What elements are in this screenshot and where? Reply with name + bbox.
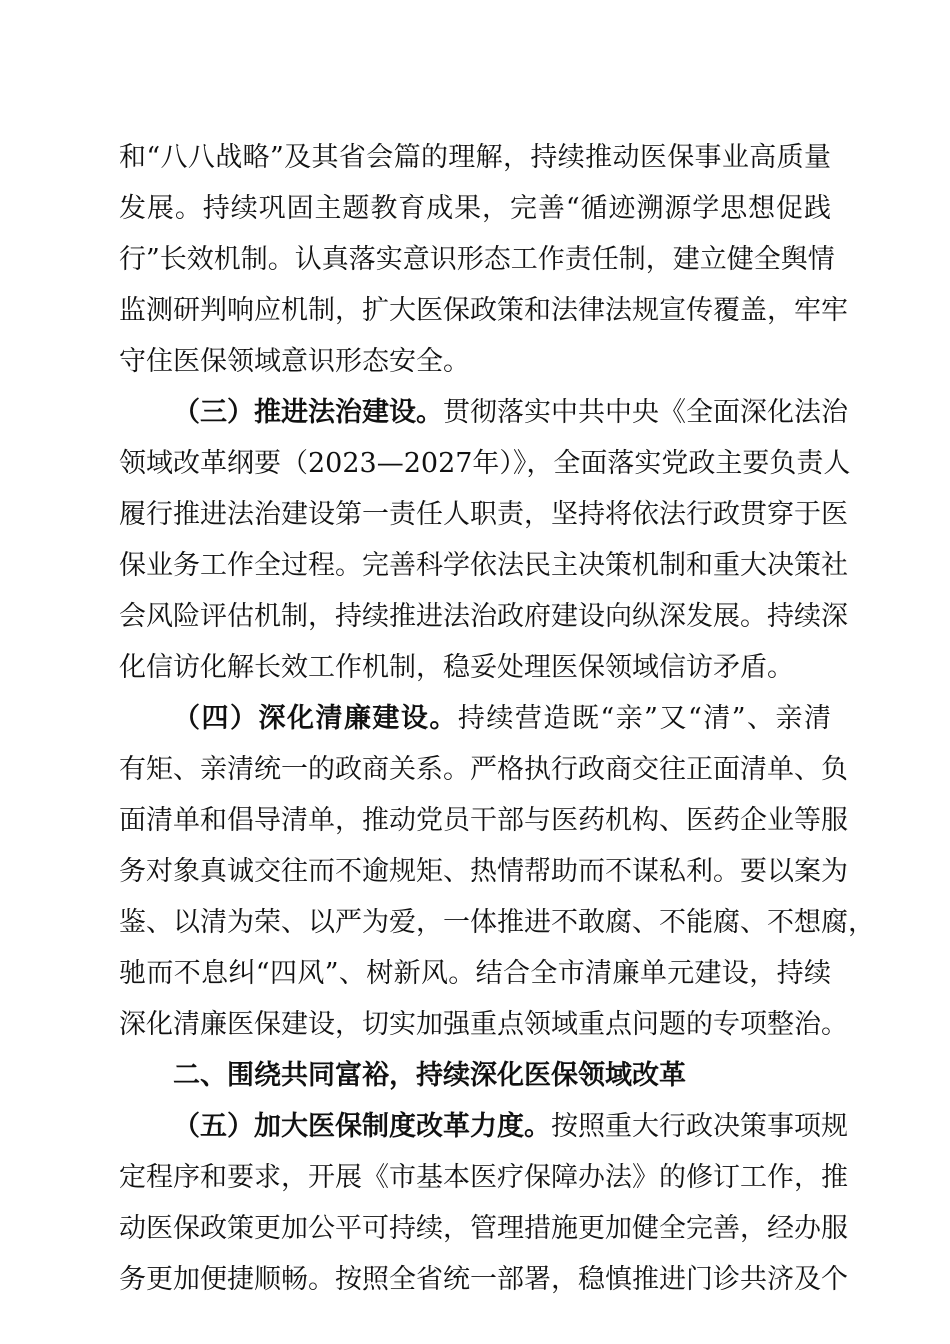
paragraph-2-line-3: 履行推进法治建设第一责任人职责，坚持将依法行政贯穿于医 bbox=[119, 499, 848, 530]
paragraph-2-line-4: 保业务工作全过程。完善科学依法民主决策机制和重大决策社 bbox=[119, 550, 848, 581]
paragraph-4-line-1 bbox=[173, 1107, 848, 1147]
paragraph-1-line-2: 发展。持续巩固主题教育成果，完善“循迹溯源学思想促践 bbox=[119, 193, 831, 224]
paragraph-3-line-7: 深化清廉医保建设，切实加强重点领域重点问题的专项整治。 bbox=[119, 1009, 848, 1040]
paragraph-4-line-4: 务更加便捷顺畅。按照全省统一部署，稳慎推进门诊共济及个 bbox=[119, 1264, 848, 1295]
paragraph-4-lead: （五）加大医保制度改革力度。 bbox=[173, 1111, 551, 1142]
paragraph-3-line-5: 鉴、以清为荣、以严为爱，一体推进不敢腐、不能腐、不想腐， bbox=[119, 907, 875, 938]
paragraph-3-line-1-text: 持续营造既“亲”又“清”、亲清 bbox=[457, 703, 832, 734]
section-heading: 二、围绕共同富裕，持续深化医保领域改革 bbox=[173, 1060, 686, 1091]
paragraph-3-line-6: 驰而不息纠“四风”、树新风。结合全市清廉单元建设，持续 bbox=[119, 958, 831, 989]
paragraph-3-line-3: 面清单和倡导清单，推动党员干部与医药机构、医药企业等服 bbox=[119, 805, 848, 836]
paragraph-2-line-5: 会风险评估机制，持续推进法治政府建设向纵深发展。持续深 bbox=[119, 601, 848, 632]
paragraph-4-line-2: 定程序和要求，开展《市基本医疗保障办法》的修订工作，推 bbox=[119, 1162, 848, 1193]
paragraph-1-line-1: 和“八八战略”及其省会篇的理解，持续推动医保事业高质量 bbox=[119, 142, 831, 173]
paragraph-2-line-1 bbox=[173, 393, 848, 433]
paragraph-3-line-4: 务对象真诚交往而不逾规矩、热情帮助而不谋私利。要以案为 bbox=[119, 856, 848, 887]
paragraph-2-line-6: 化信访化解长效工作机制，稳妥处理医保领域信访矛盾。 bbox=[119, 652, 794, 683]
paragraph-4-line-1-text: 按照重大行政决策事项规 bbox=[551, 1111, 848, 1142]
paragraph-1-line-3: 行”长效机制。认真落实意识形态工作责任制，建立健全舆情 bbox=[119, 244, 835, 275]
paragraph-2-line-1-text: 贯彻落实中共中央《全面深化法治 bbox=[443, 397, 848, 428]
paragraph-2-line-2: 领域改革纲要（2023—2027年）》，全面落实党政主要负责人 bbox=[119, 448, 851, 479]
paragraph-3-line-1 bbox=[173, 699, 831, 739]
paragraph-2-lead: （三）推进法治建设。 bbox=[173, 397, 443, 428]
paragraph-1-line-4: 监测研判响应机制，扩大医保政策和法律法规宣传覆盖，牢牢 bbox=[119, 295, 848, 326]
paragraph-3-lead: （四）深化清廉建设。 bbox=[173, 703, 458, 734]
paragraph-4-line-3: 动医保政策更加公平可持续，管理措施更加健全完善，经办服 bbox=[119, 1213, 848, 1244]
paragraph-1-line-5: 守住医保领域意识形态安全。 bbox=[119, 346, 470, 377]
paragraph-3-line-2: 有矩、亲清统一的政商关系。严格执行政商交往正面清单、负 bbox=[119, 754, 848, 785]
